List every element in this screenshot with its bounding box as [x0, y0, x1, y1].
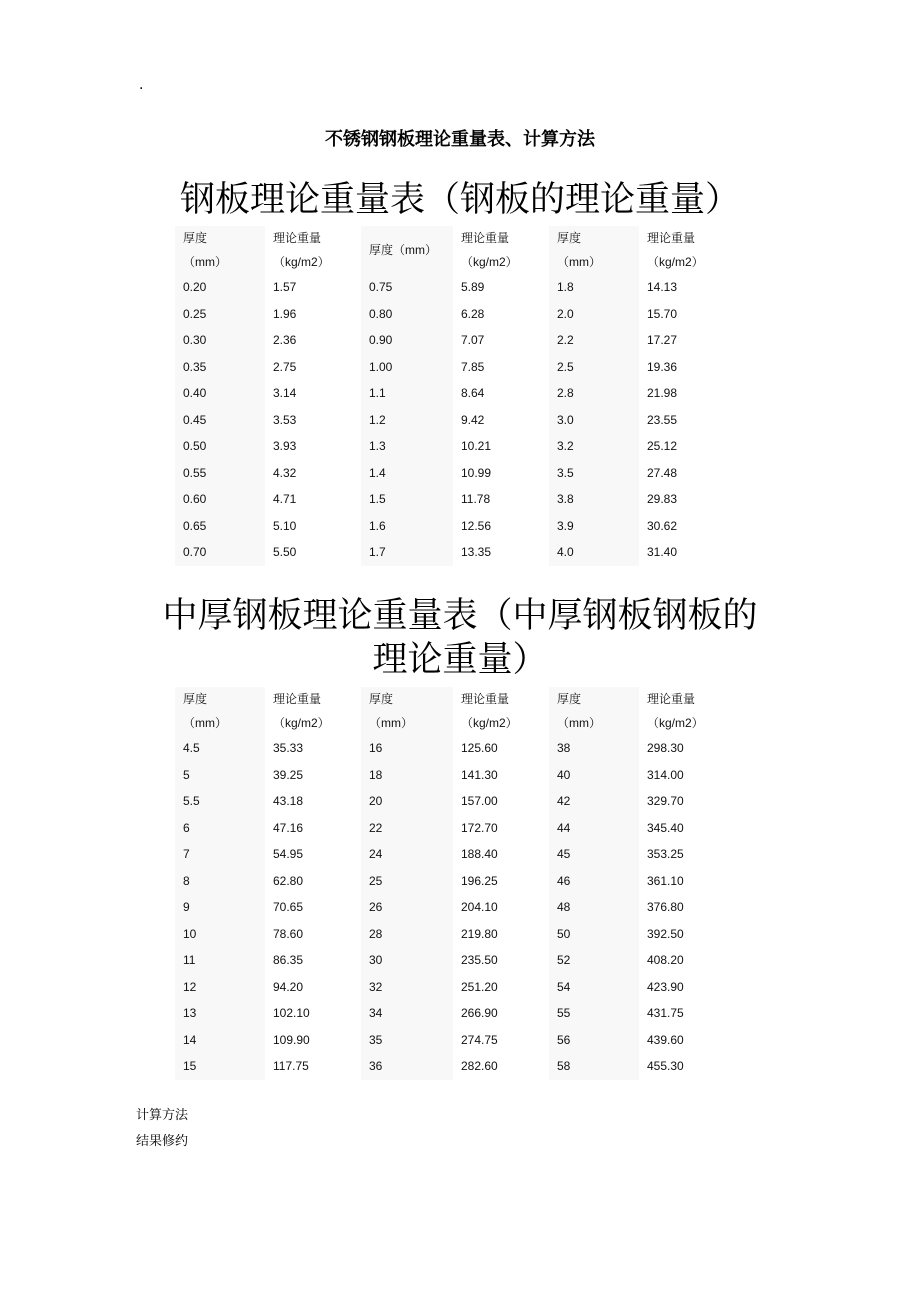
weight-cell: 219.80 — [461, 926, 498, 941]
weight-cell: 188.40 — [461, 847, 498, 862]
weight-cell: 157.00 — [461, 794, 498, 809]
thickness-cell: 38 — [549, 735, 639, 762]
weight-cell: 94.20 — [273, 979, 304, 994]
thickness-cell: 2.8 — [549, 380, 639, 407]
thickness-cell: 1.6 — [361, 513, 453, 540]
thickness-cell: 12 — [175, 974, 265, 1001]
thickness-cell: 0.70 — [175, 539, 265, 566]
weight-cell: 39.25 — [273, 767, 304, 782]
table-row — [175, 841, 713, 868]
thickness-cell: 18 — [361, 762, 453, 789]
thickness-cell: 25 — [361, 868, 453, 895]
weight-cell: 29.83 — [647, 492, 678, 507]
weight-cell: 43.18 — [273, 794, 304, 809]
table-row — [175, 788, 713, 815]
column-header — [453, 226, 549, 274]
thickness-cell: 0.80 — [361, 301, 453, 328]
thickness-cell: 7 — [175, 841, 265, 868]
column-header-unit: （kg/m2） — [273, 716, 330, 730]
column-header-unit: （mm） — [183, 255, 227, 269]
weight-cell: 7.85 — [461, 359, 485, 374]
weight-cell: 11.78 — [461, 492, 491, 507]
steel-plate-weight-table — [175, 226, 713, 566]
weight-cell: 78.60 — [273, 926, 304, 941]
column-header-label: 厚度（mm） — [369, 243, 437, 257]
table-row — [175, 486, 713, 513]
thickness-cell: 9 — [175, 894, 265, 921]
weight-cell: 361.10 — [647, 873, 684, 888]
weight-cell: 2.75 — [273, 359, 297, 374]
thickness-cell: 1.8 — [549, 274, 639, 301]
column-header-label: 厚度 — [183, 231, 208, 245]
weight-cell: 109.90 — [273, 1032, 310, 1047]
column-header-unit: （mm） — [369, 716, 413, 730]
weight-cell: 172.70 — [461, 820, 498, 835]
weight-cell: 86.35 — [273, 953, 304, 968]
column-header — [639, 687, 713, 735]
thickness-cell: 11 — [175, 947, 265, 974]
table-row — [175, 433, 713, 460]
weight-cell: 12.56 — [461, 518, 492, 533]
weight-cell: 21.98 — [647, 386, 678, 401]
weight-cell: 5.50 — [273, 545, 297, 560]
thickness-cell: 4.0 — [549, 539, 639, 566]
table-row — [175, 460, 713, 487]
weight-cell: 235.50 — [461, 953, 498, 968]
thickness-cell: 10 — [175, 921, 265, 948]
weight-cell: 408.20 — [647, 953, 684, 968]
weight-cell: 35.33 — [273, 741, 304, 756]
table-row — [175, 868, 713, 895]
thickness-cell: 45 — [549, 841, 639, 868]
column-header-label: 理论重量 — [461, 231, 510, 245]
weight-cell: 353.25 — [647, 847, 684, 862]
thickness-cell: 4.5 — [175, 735, 265, 762]
thickness-cell: 54 — [549, 974, 639, 1001]
weight-cell: 7.07 — [461, 333, 485, 348]
weight-cell: 282.60 — [461, 1059, 498, 1074]
weight-cell: 439.60 — [647, 1032, 684, 1047]
weight-cell: 5.89 — [461, 280, 485, 295]
weight-cell: 392.50 — [647, 926, 684, 941]
weight-cell: 141.30 — [461, 767, 498, 782]
thickness-cell: 0.45 — [175, 407, 265, 434]
thickness-cell: 0.65 — [175, 513, 265, 540]
table-row — [175, 762, 713, 789]
weight-cell: 4.32 — [273, 465, 297, 480]
column-header-unit: （mm） — [557, 255, 601, 269]
table-row — [175, 894, 713, 921]
weight-cell: 4.71 — [273, 492, 297, 507]
medium-thick-plate-weight-table — [175, 687, 713, 1080]
column-header — [361, 687, 453, 735]
thickness-cell: 3.5 — [549, 460, 639, 487]
thickness-cell: 1.2 — [361, 407, 453, 434]
thickness-cell: 1.1 — [361, 380, 453, 407]
weight-cell: 54.95 — [273, 847, 304, 862]
thickness-cell: 6 — [175, 815, 265, 842]
weight-cell: 102.10 — [273, 1006, 310, 1021]
document-title: 不锈钢钢板理论重量表、计算方法 — [325, 129, 595, 150]
weight-cell: 204.10 — [461, 900, 498, 915]
thickness-cell: 3.9 — [549, 513, 639, 540]
column-header — [361, 226, 453, 274]
table-row — [175, 274, 713, 301]
table-header-row — [175, 226, 713, 274]
thickness-cell: 56 — [549, 1027, 639, 1054]
thickness-cell: 40 — [549, 762, 639, 789]
thickness-cell: 26 — [361, 894, 453, 921]
thickness-cell: 0.55 — [175, 460, 265, 487]
thickness-cell: 5 — [175, 762, 265, 789]
weight-cell: 70.65 — [273, 900, 304, 915]
table-row — [175, 539, 713, 566]
thickness-cell: 1.7 — [361, 539, 453, 566]
table1-heading: 钢板理论重量表（钢板的理论重量） — [179, 180, 740, 220]
column-header — [265, 687, 361, 735]
thickness-cell: 28 — [361, 921, 453, 948]
table2-heading-line1: 中厚钢板理论重量表（中厚钢板钢板的 — [162, 596, 758, 636]
thickness-cell: 35 — [361, 1027, 453, 1054]
thickness-cell: 58 — [549, 1053, 639, 1080]
column-header-label: 厚度 — [369, 692, 394, 706]
thickness-cell: 42 — [549, 788, 639, 815]
thickness-cell: 55 — [549, 1000, 639, 1027]
thickness-cell: 0.30 — [175, 327, 265, 354]
weight-cell: 15.70 — [647, 306, 678, 321]
column-header-label: 理论重量 — [273, 692, 322, 706]
weight-cell: 30.62 — [647, 518, 678, 533]
thickness-cell: 1.4 — [361, 460, 453, 487]
thickness-cell: 1.00 — [361, 354, 453, 381]
table-row — [175, 1027, 713, 1054]
column-header — [175, 226, 265, 274]
thickness-cell: 2.2 — [549, 327, 639, 354]
weight-cell: 10.21 — [461, 439, 492, 454]
table2-heading-line2: 理论重量） — [372, 640, 548, 680]
table-header-row — [175, 687, 713, 735]
thickness-cell: 3.8 — [549, 486, 639, 513]
weight-cell: 27.48 — [647, 465, 678, 480]
thickness-cell: 46 — [549, 868, 639, 895]
weight-cell: 345.40 — [647, 820, 684, 835]
weight-cell: 10.99 — [461, 465, 492, 480]
weight-cell: 6.28 — [461, 306, 485, 321]
column-header-label: 厚度 — [557, 231, 582, 245]
weight-cell: 23.55 — [647, 412, 678, 427]
thickness-cell: 1.5 — [361, 486, 453, 513]
table-row — [175, 513, 713, 540]
thickness-cell: 34 — [361, 1000, 453, 1027]
thickness-cell: 3.0 — [549, 407, 639, 434]
column-header-label: 理论重量 — [647, 692, 696, 706]
weight-cell: 431.75 — [647, 1006, 684, 1021]
thickness-cell: 24 — [361, 841, 453, 868]
weight-cell: 31.40 — [647, 545, 678, 560]
weight-cell: 8.64 — [461, 386, 485, 401]
table-row — [175, 301, 713, 328]
column-header-unit: （kg/m2） — [273, 255, 330, 269]
column-header-unit: （kg/m2） — [461, 255, 518, 269]
column-header-unit: （kg/m2） — [461, 716, 518, 730]
column-header-unit: （mm） — [557, 716, 601, 730]
thickness-cell: 2.0 — [549, 301, 639, 328]
weight-cell: 9.42 — [461, 412, 485, 427]
weight-cell: 5.10 — [273, 518, 297, 533]
weight-cell: 62.80 — [273, 873, 304, 888]
thickness-cell: 44 — [549, 815, 639, 842]
weight-cell: 329.70 — [647, 794, 684, 809]
column-header — [175, 687, 265, 735]
thickness-cell: 32 — [361, 974, 453, 1001]
table-row — [175, 815, 713, 842]
weight-cell: 314.00 — [647, 767, 684, 782]
thickness-cell: 16 — [361, 735, 453, 762]
weight-cell: 47.16 — [273, 820, 304, 835]
footer-result-rounding: 结果修约 — [136, 1134, 189, 1149]
table-row — [175, 974, 713, 1001]
thickness-cell: 8 — [175, 868, 265, 895]
weight-cell: 19.36 — [647, 359, 678, 374]
column-header — [549, 226, 639, 274]
table-row — [175, 1000, 713, 1027]
table-row — [175, 921, 713, 948]
column-header-unit: （kg/m2） — [647, 716, 704, 730]
thickness-cell: 5.5 — [175, 788, 265, 815]
thickness-cell: 15 — [175, 1053, 265, 1080]
thickness-cell: 20 — [361, 788, 453, 815]
table2-heading — [120, 594, 800, 682]
thickness-cell: 3.2 — [549, 433, 639, 460]
thickness-cell: 0.20 — [175, 274, 265, 301]
column-header — [453, 687, 549, 735]
weight-cell: 298.30 — [647, 741, 684, 756]
weight-cell: 196.25 — [461, 873, 498, 888]
thickness-cell: 0.75 — [361, 274, 453, 301]
column-header — [549, 687, 639, 735]
thickness-cell: 14 — [175, 1027, 265, 1054]
table-row — [175, 380, 713, 407]
thickness-cell: 0.50 — [175, 433, 265, 460]
column-header-unit: （mm） — [183, 716, 227, 730]
column-header-unit: （kg/m2） — [647, 255, 704, 269]
table-row — [175, 407, 713, 434]
weight-cell: 14.13 — [647, 280, 678, 295]
weight-cell: 455.30 — [647, 1059, 684, 1074]
table-row — [175, 947, 713, 974]
weight-cell: 274.75 — [461, 1032, 498, 1047]
thickness-cell: 1.3 — [361, 433, 453, 460]
thickness-cell: 36 — [361, 1053, 453, 1080]
weight-cell: 2.36 — [273, 333, 297, 348]
weight-cell: 3.93 — [273, 439, 297, 454]
table-row — [175, 327, 713, 354]
weight-cell: 266.90 — [461, 1006, 498, 1021]
weight-cell: 125.60 — [461, 741, 498, 756]
weight-cell: 3.53 — [273, 412, 297, 427]
weight-cell: 13.35 — [461, 545, 492, 560]
table-row — [175, 735, 713, 762]
weight-cell: 25.12 — [647, 439, 678, 454]
weight-cell: 376.80 — [647, 900, 684, 915]
thickness-cell: 0.25 — [175, 301, 265, 328]
table-row — [175, 354, 713, 381]
weight-cell: 1.57 — [273, 280, 297, 295]
column-header-label: 理论重量 — [647, 231, 696, 245]
column-header-label: 厚度 — [557, 692, 582, 706]
weight-cell: 423.90 — [647, 979, 684, 994]
footer-calculation-method: 计算方法 — [136, 1108, 189, 1123]
column-header-label: 理论重量 — [273, 231, 322, 245]
thickness-cell: 48 — [549, 894, 639, 921]
thickness-cell: 30 — [361, 947, 453, 974]
thickness-cell: 0.35 — [175, 354, 265, 381]
thickness-cell: 0.40 — [175, 380, 265, 407]
thickness-cell: 22 — [361, 815, 453, 842]
thickness-cell: 52 — [549, 947, 639, 974]
thickness-cell: 13 — [175, 1000, 265, 1027]
table-row — [175, 1053, 713, 1080]
weight-cell: 17.27 — [647, 333, 678, 348]
weight-cell: 251.20 — [461, 979, 498, 994]
weight-cell: 3.14 — [273, 386, 297, 401]
thickness-cell: 2.5 — [549, 354, 639, 381]
weight-cell: 117.75 — [273, 1059, 309, 1074]
weight-cell: 1.96 — [273, 306, 297, 321]
column-header-label: 厚度 — [183, 692, 208, 706]
thickness-cell: 0.90 — [361, 327, 453, 354]
thickness-cell: 0.60 — [175, 486, 265, 513]
thickness-cell: 50 — [549, 921, 639, 948]
bullet-dot: . — [139, 77, 144, 93]
column-header — [639, 226, 713, 274]
column-header-label: 理论重量 — [461, 692, 510, 706]
column-header — [265, 226, 361, 274]
